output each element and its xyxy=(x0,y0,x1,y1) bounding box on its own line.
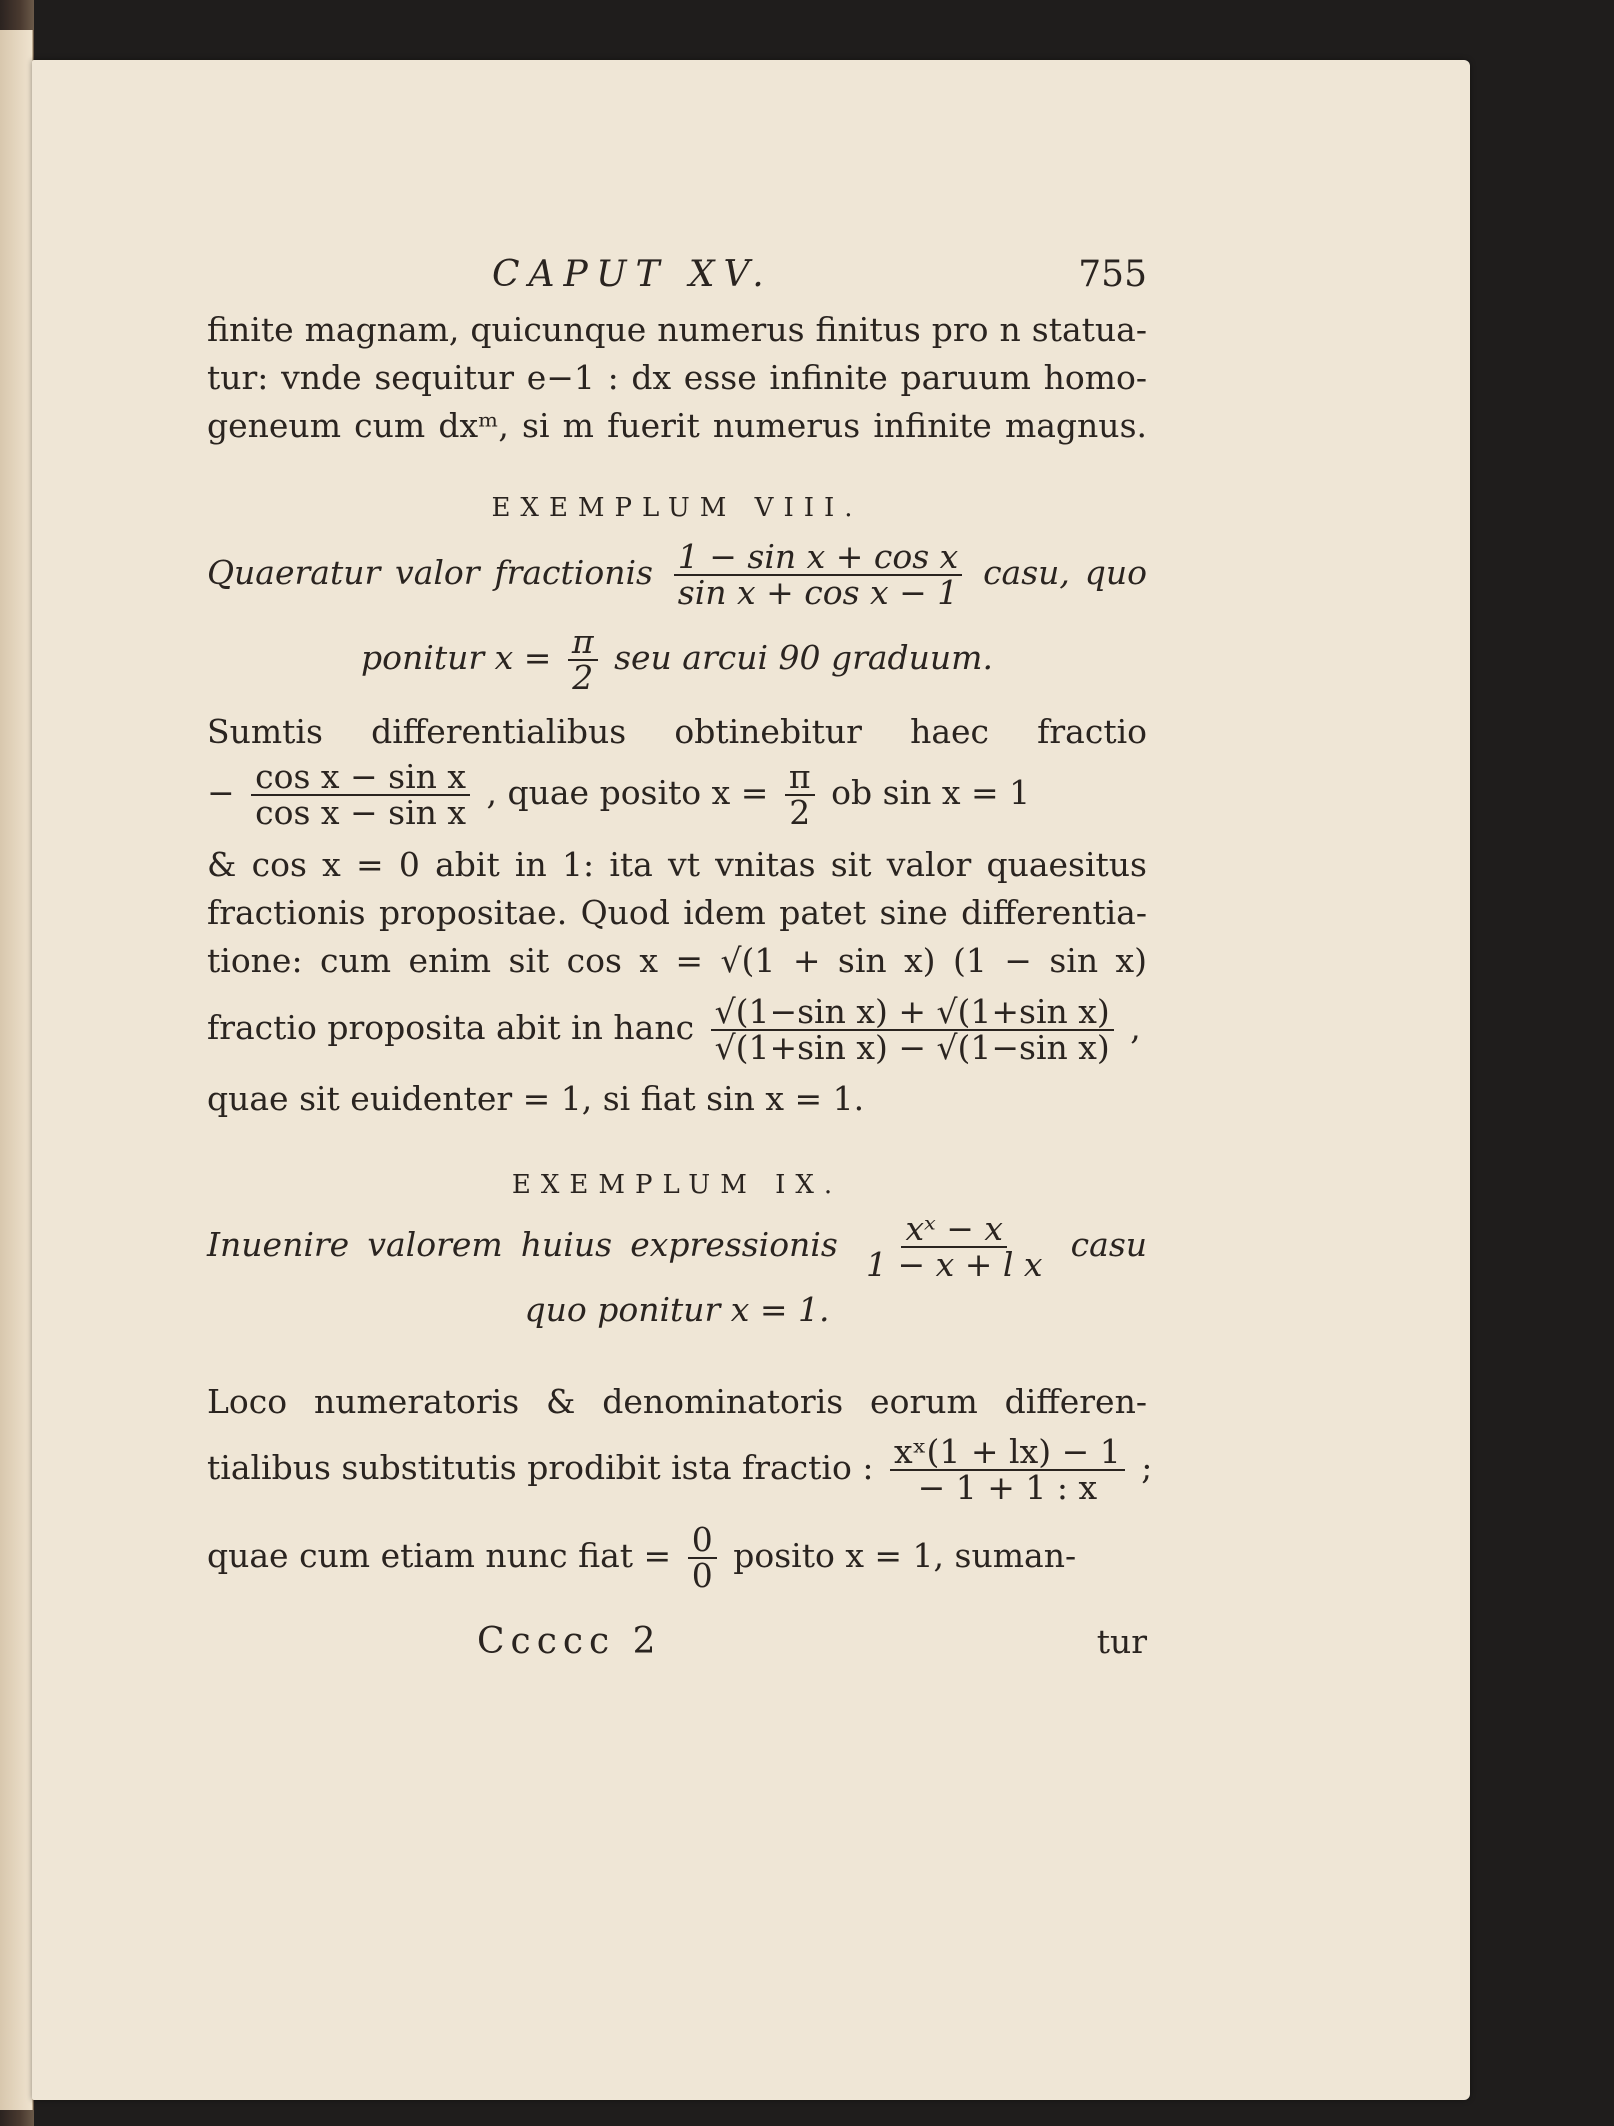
text-line: Sumtis differentialibus obtinebitur haec fractio xyxy=(207,712,1147,751)
fraction xyxy=(785,757,815,832)
example-heading: EXEMPLUM IX. xyxy=(511,1170,843,1200)
fraction-denominator: sin x + cos x − 1 xyxy=(677,573,959,612)
fraction-numerator: 0 xyxy=(688,1523,717,1559)
fraction-denominator: 0 xyxy=(691,1556,713,1595)
text-line xyxy=(207,1430,1153,1507)
fraction xyxy=(890,1432,1125,1507)
text-span: tialibus substitutis prodibit ista fractio : xyxy=(207,1448,874,1487)
text-line: quae sit euidenter = 1, si fiat sin x = 1. xyxy=(207,1079,865,1118)
text-line: tur: vnde sequitur e−1 : dx esse infinite paruum homo- xyxy=(207,358,1147,397)
text-line: Loco numeratoris & denominatoris eorum differen- xyxy=(207,1382,1147,1421)
fraction xyxy=(711,992,1114,1067)
fraction xyxy=(674,537,962,612)
page-content xyxy=(207,60,1153,2100)
text-span: , xyxy=(1130,1008,1141,1047)
fraction xyxy=(688,1520,717,1595)
fraction-numerator: xˣ(1 + lx) − 1 xyxy=(890,1435,1125,1471)
statement-text: casu xyxy=(1070,1225,1148,1264)
text-line xyxy=(207,758,1147,830)
fraction-denominator: 2 xyxy=(572,658,594,697)
fraction xyxy=(862,1209,1047,1284)
catchword: tur xyxy=(1096,1622,1147,1661)
text-line: geneum cum dxᵐ, si m fuerit numerus infinite magnus. xyxy=(207,406,1147,445)
statement-text: casu, quo xyxy=(983,553,1147,592)
facing-page-edge xyxy=(0,30,33,2110)
text-span: fractio proposita abit in hanc xyxy=(207,1008,695,1047)
example-statement xyxy=(207,538,1147,610)
minus-sign: − xyxy=(207,773,235,812)
fraction-numerator: 1 − sin x + cos x xyxy=(674,540,962,576)
fraction xyxy=(568,622,598,697)
signature-mark: Ccccc 2 xyxy=(477,1621,662,1662)
fraction-denominator: 1 − x + l x xyxy=(865,1245,1043,1284)
example-statement xyxy=(207,623,1147,695)
text-span: quae cum etiam nunc fiat = xyxy=(207,1536,672,1575)
statement-text: Quaeratur valor fractionis xyxy=(207,553,653,592)
text-span: ob sin x = 1 xyxy=(831,773,1031,812)
text-line: & cos x = 0 abit in 1: ita vt vnitas sit valor quaesitus xyxy=(207,845,1147,884)
fraction-numerator: π xyxy=(568,625,598,661)
example-statement: quo ponitur x = 1. xyxy=(524,1290,830,1329)
text-span: , quae posito x = xyxy=(486,773,769,812)
text-span: posito x = 1, suman- xyxy=(733,1536,1077,1575)
fraction-numerator: xˣ − x xyxy=(901,1212,1007,1248)
example-heading: EXEMPLUM VIII. xyxy=(491,493,863,523)
fraction-numerator: √(1−sin x) + √(1+sin x) xyxy=(711,995,1114,1031)
statement-text: seu arcui 90 graduum. xyxy=(614,638,993,677)
text-line xyxy=(207,1518,1147,1594)
statement-text: ponitur x = xyxy=(361,638,552,677)
text-line: tione: cum enim sit cos x = √(1 + sin x) (1 − sin x) xyxy=(207,941,1147,980)
text-line xyxy=(207,988,1147,1068)
fraction-numerator: cos x − sin x xyxy=(251,760,470,796)
text-line: finite magnam, quicunque numerus finitus pro n statua- xyxy=(207,310,1147,349)
example-statement xyxy=(207,1210,1147,1282)
fraction-denominator: − 1 + 1 : x xyxy=(917,1468,1098,1507)
fraction-denominator: √(1+sin x) − √(1−sin x) xyxy=(714,1028,1110,1067)
fraction-denominator: 2 xyxy=(789,793,811,832)
fraction-numerator: π xyxy=(785,760,815,796)
fraction-denominator: cos x − sin x xyxy=(255,793,467,832)
text-line: fractionis propositae. Quod idem patet sine differentia- xyxy=(207,893,1147,932)
fraction xyxy=(251,757,470,832)
page-number: 755 xyxy=(1078,254,1147,295)
text-span: ; xyxy=(1141,1448,1153,1487)
statement-text: Inuenire valorem huius expressionis xyxy=(207,1225,838,1264)
book-page xyxy=(32,60,1470,2100)
running-title: CAPUT XV. xyxy=(492,254,773,295)
